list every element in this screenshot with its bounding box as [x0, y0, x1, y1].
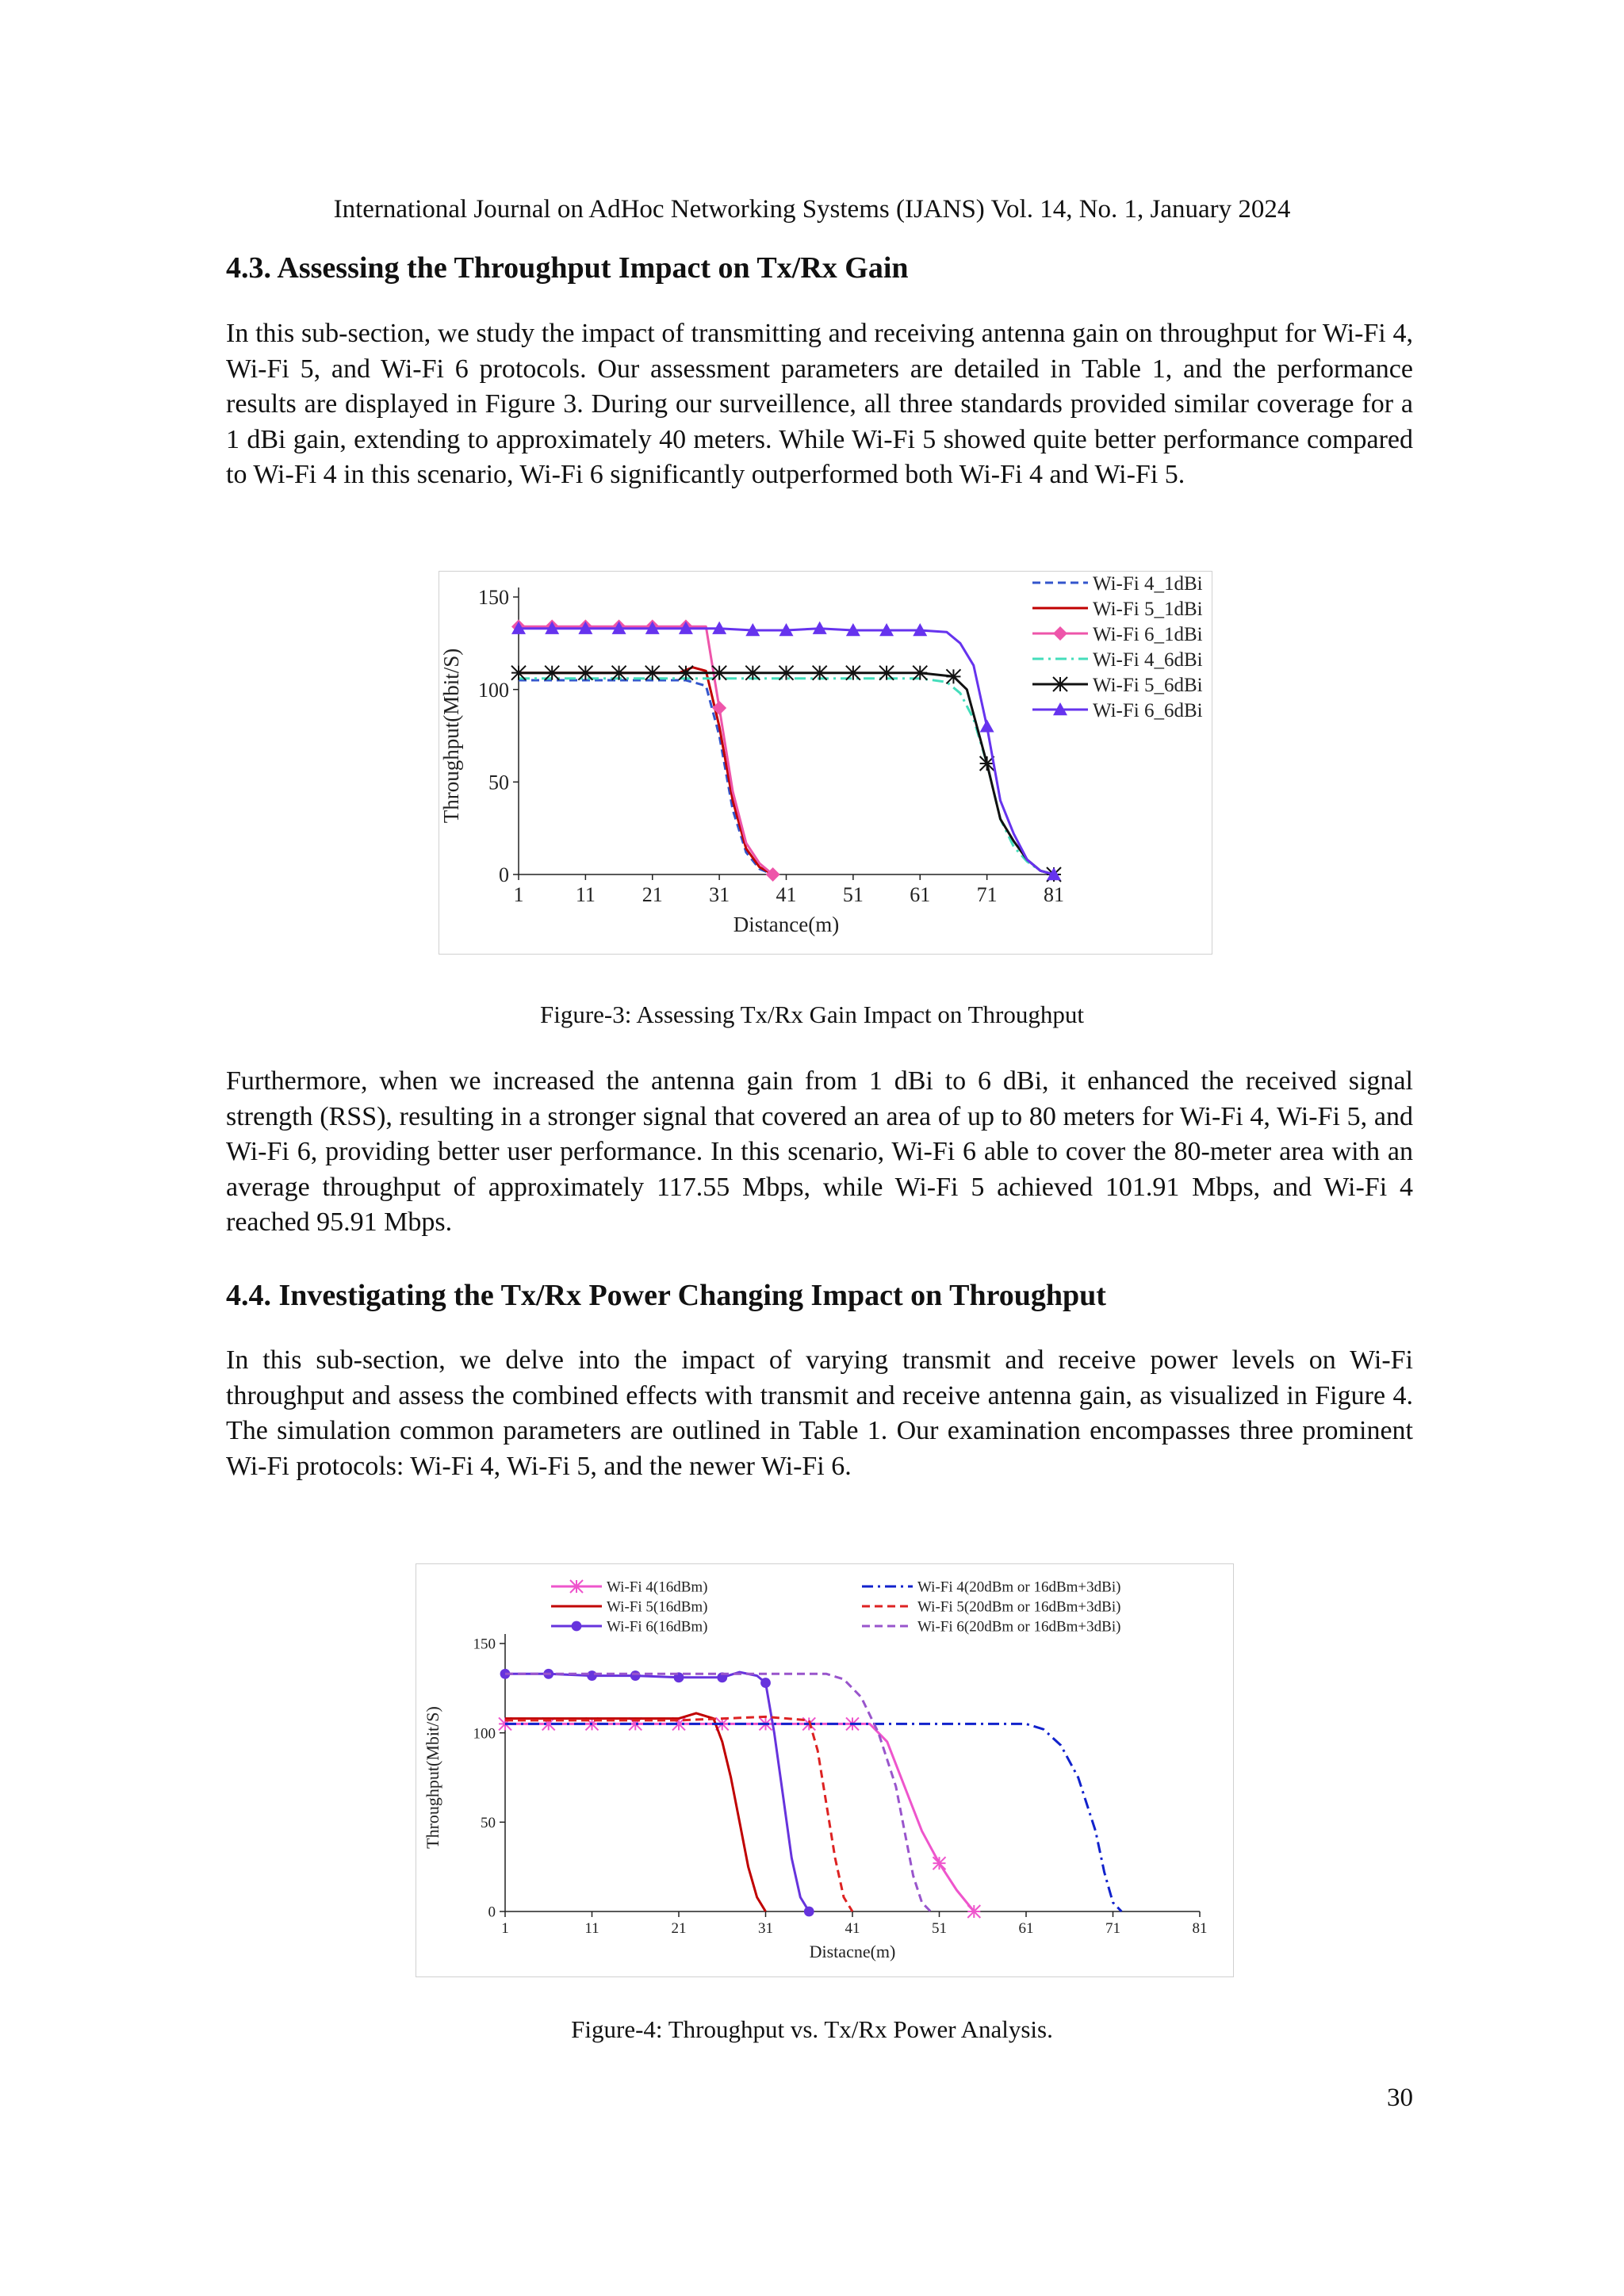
chart1-series-4-point	[612, 666, 626, 680]
running-header: International Journal on AdHoc Networking Systems (IJANS) Vol. 14, No. 1, January 2024	[333, 195, 1291, 224]
chart1-legend-2-label: Wi-Fi 6_1dBi	[1093, 623, 1203, 645]
section-heading-4-4: 4.4. Investigating the Tx/Rx Power Changing Impact on Throughput	[226, 1279, 1106, 1312]
chart1-legend-4-marker	[1053, 677, 1067, 691]
chart2-series-0-point	[933, 1857, 946, 1869]
chart2-x-tick-label: 31	[758, 1920, 773, 1937]
chart1-series-4-point	[545, 666, 559, 680]
chart2-y-tick-label: 0	[488, 1904, 496, 1921]
chart1-x-tick-label: 51	[842, 883, 864, 906]
chart2-x-tick-label: 51	[932, 1920, 947, 1937]
chart1-x-tick-label: 21	[642, 883, 663, 906]
chart2-x-tick-label: 41	[845, 1920, 860, 1937]
figure-4-chart	[416, 1564, 1233, 1976]
chart2-series-0-point	[967, 1905, 980, 1918]
chart2-legend-4-label: Wi-Fi 5(20dBm or 16dBm+3dBi)	[917, 1598, 1121, 1616]
chart2-series-5-line	[505, 1674, 931, 1911]
section-4-4-paragraph-1: In this sub-section, we delve into the impact of varying transmit and receive power levels on Wi-Fi throughput and assess the combined effects with transmit and receive antenna gain, as visualized in Figure 4. The simulation common parameters are outlined in Table 1. Our examination encompasses three prominent Wi-Fi protocols: Wi-Fi 4, Wi-Fi 5, and the newer Wi-Fi 6.	[226, 1345, 1413, 1481]
chart1-legend-4-label: Wi-Fi 5_6dBi	[1093, 674, 1203, 696]
chart1-x-tick-label: 31	[709, 883, 730, 906]
chart2-series-2-point	[804, 1907, 814, 1917]
chart2-x-tick-label: 81	[1192, 1920, 1208, 1937]
chart2-legend-5-label: Wi-Fi 6(20dBm or 16dBm+3dBi)	[917, 1618, 1121, 1636]
chart2-series-2-line	[505, 1672, 809, 1911]
chart1-series-4-point	[578, 666, 592, 680]
figure-4-frame	[416, 1563, 1234, 1977]
chart1-legend-0-label: Wi-Fi 4_1dBi	[1093, 572, 1203, 595]
chart2-x-tick-label: 11	[584, 1920, 599, 1937]
page-number: 30	[1387, 2084, 1413, 2112]
figure-4-caption: Figure-4: Throughput vs. Tx/Rx Power Analysis.	[571, 2015, 1053, 2043]
chart1-series-0-line	[519, 680, 773, 874]
chart1-series-4-point	[511, 666, 526, 680]
chart2-x-tick-label: 71	[1105, 1920, 1120, 1937]
chart2-y-tick-label: 50	[481, 1814, 496, 1831]
chart1-x-tick-label: 81	[1044, 883, 1064, 906]
chart2-x-tick-label: 1	[501, 1920, 509, 1937]
chart1-series-4-point	[645, 666, 660, 680]
section-4-3-paragraph-1: In this sub-section, we study the impact of transmitting and receiving antenna gain on throughput for Wi-Fi 4, Wi-Fi 5, and Wi-Fi 6 protocols. Our assessment parameters are detailed in Table 1, and the performance results are displayed in Figure 3. During our surveillence, all three standards provided similar coverage for a 1 dBi gain, extending to approximately 40 meters. While Wi-Fi 5 showed quite better performance compared to Wi-Fi 4 in this scenario, Wi-Fi 6 significantly outperformed both Wi-Fi 4 and Wi-Fi 5.	[226, 319, 1413, 489]
figure-3-caption: Figure-3: Assessing Tx/Rx Gain Impact on Throughput	[540, 1001, 1084, 1028]
chart1-legend-3-label: Wi-Fi 4_6dBi	[1093, 649, 1203, 671]
chart1-series-5-line	[519, 629, 1054, 874]
chart2-series-1-line	[505, 1713, 766, 1911]
chart2-x-tick-label: 21	[671, 1920, 687, 1937]
chart2-legend-3-label: Wi-Fi 4(20dBm or 16dBm+3dBi)	[917, 1578, 1121, 1596]
chart2-y-axis-label: Throughput(Mbit/S)	[423, 1706, 442, 1849]
chart1-y-axis-label: Throughput(Mbit/S)	[439, 648, 463, 824]
figure-3-chart	[439, 572, 1212, 954]
section-4-3-paragraph-2: Furthermore, when we increased the antenna gain from 1 dBi to 6 dBi, it enhanced the received signal strength (RSS), resulting in a stronger signal that covered an area of up to 80 meters for Wi-Fi 4, Wi-Fi 5, and Wi-Fi 6, providing better user performance. In this scenario, Wi-Fi 6 able to cover the 80-meter area with an average throughput of approximately 117.55 Mbps, while Wi-Fi 5 achieved 101.91 Mbps, and Wi-Fi 4 reached 95.91 Mbps.	[226, 1066, 1413, 1237]
figure-3-frame	[439, 571, 1212, 955]
chart1-series-1-line	[519, 668, 773, 874]
chart1-series-4-point	[679, 666, 693, 680]
section-heading-4-3: 4.3. Assessing the Throughput Impact on Tx/Rx Gain	[226, 251, 909, 285]
chart1-series-4-line	[519, 673, 1054, 874]
chart1-legend-1-label: Wi-Fi 5_1dBi	[1093, 598, 1203, 620]
chart2-series-2-point	[760, 1678, 771, 1688]
chart1-y-tick-label: 50	[488, 771, 509, 794]
chart1-x-tick-label: 71	[976, 883, 998, 906]
chart1-x-axis-label: Distance(m)	[733, 913, 840, 936]
chart2-x-tick-label: 61	[1018, 1920, 1034, 1937]
chart1-series-4-point	[745, 666, 760, 680]
chart2-legend-2-label: Wi-Fi 6(16dBm)	[607, 1618, 708, 1636]
chart2-series-2-point	[587, 1670, 597, 1681]
chart2-x-axis-label: Distacne(m)	[809, 1942, 896, 1961]
chart1-y-tick-label: 150	[478, 586, 509, 610]
chart2-legend-0-marker	[570, 1580, 583, 1593]
chart1-series-3-line	[519, 679, 1054, 874]
chart1-series-4-point	[946, 669, 960, 683]
chart1-x-tick-label: 61	[910, 883, 931, 906]
chart1-y-tick-label: 0	[499, 863, 509, 887]
chart2-y-tick-label: 100	[473, 1725, 496, 1743]
chart1-series-5-point	[980, 719, 994, 732]
chart1-series-4-point	[913, 666, 927, 680]
chart1-series-4-point	[879, 666, 894, 680]
chart1-series-4-point	[712, 666, 726, 680]
chart2-series-3-line	[505, 1724, 1121, 1911]
chart1-series-4-point	[813, 666, 827, 680]
chart1-series-4-point	[779, 666, 794, 680]
chart1-x-tick-label: 1	[513, 883, 524, 906]
chart1-series-2-line	[519, 626, 773, 874]
chart2-legend-0-label: Wi-Fi 4(16dBm)	[607, 1578, 708, 1596]
chart2-y-tick-label: 150	[473, 1636, 496, 1653]
chart1-legend-2-marker	[1053, 626, 1067, 641]
chart1-y-tick-label: 100	[478, 678, 509, 702]
chart2-legend-1-label: Wi-Fi 5(16dBm)	[607, 1598, 708, 1616]
chart1-legend-5-label: Wi-Fi 6_6dBi	[1093, 699, 1203, 721]
chart1-series-4-point	[846, 666, 860, 680]
chart1-x-tick-label: 11	[575, 883, 596, 906]
chart2-series-2-point	[630, 1670, 641, 1681]
chart1-x-tick-label: 41	[776, 883, 797, 906]
chart2-legend-2-marker	[572, 1621, 582, 1632]
chart2-series-4-line	[505, 1716, 852, 1911]
